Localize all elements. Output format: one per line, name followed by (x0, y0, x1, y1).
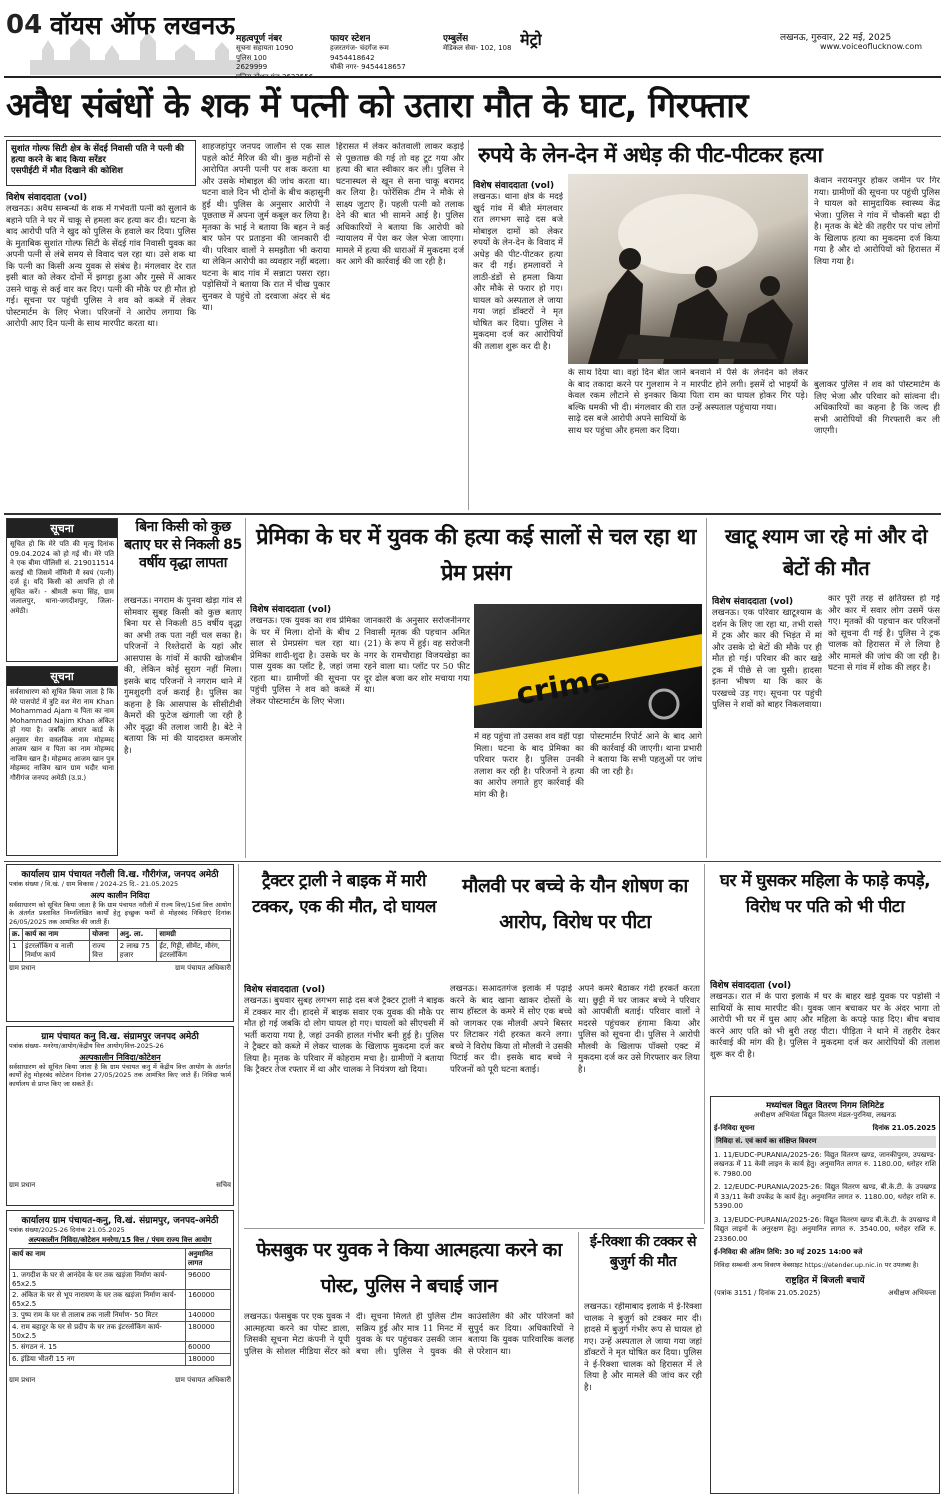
story5-body-1: लखनऊ। एक परिवार खाटूश्याम के दर्शन के लिए जा रहा था, तभी रास्ते में ट्रक और कार की भिड़ंत में मां और उसके दो बेटों की मौके पर ही मौत हो गई। परिवार की कार खड़े ट्रक में पीछे से जा घुसी। हादसा इतना भीषण था कि कार के परखच्चे उड़ गए। सूचना पर पहुंची पुलिस ने शवों को बाहर निकलवाया। (712, 608, 822, 710)
gram-notice-body: सर्वसाधारण को सूचित किया जाता है कि ग्राम पंचायत कनु में केंद्रीय वित्त आयोग के अंतर्गत कार्यों हेतु मोहरबंद कोटेशन दिनांक 27/05/2025 तक आमंत्रित किए जाते हैं। निविदा फार्म कार्यालय से प्राप्त किए जा सकते हैं। (9, 1062, 231, 1088)
table-cell: 2 लाख 75 हजार (117, 941, 157, 962)
story6-body-col (244, 996, 444, 1224)
table-cell: 2. अंकित के घर से भूप नारायण के घर तक खड़ंजा निर्माण कार्य- 65x2.5 (10, 1289, 186, 1309)
lead-body-1: लखनऊ। अवैध सम्बन्धों के शक में गर्भवती पत्नी को सुलाने के बहाने पति ने घर में चाकू से हमला कर हत्या कर दी। घटना के बाद आरोपी पति ने खुद को पुलिस के हवाले कर दिया। पुलिस के मुताबिक सुशांत गोल्फ सिटी के सेंदई गांव निवासी युवक का अपनी पत्नी से लंबे समय से विवाद चल रहा था। उसे शक था कि पत्नी का किसी अन्य युवक से संबंध है। मंगलवार देर रात इसी बात को लेकर दोनों में झगड़ा हुआ और गुस्से में आकर उसने चाकू से कई वार कर दिए। पत्नी की मौके पर ही मौत हो गई। सूचना पर पहुंची पुलिस ने शव को कब्जे में लेकर पोस्टमार्टम के लिए भेजा। परिजनों ने आरोप लगाया कि आरोपी आए दिन पत्नी के साथ मारपीट करता था। (6, 204, 196, 329)
story9-body-col (244, 1312, 574, 1494)
gram-notice-table (9, 928, 231, 962)
table-row (10, 1353, 231, 1365)
tender-date: दिनांक 21.05.2025 (872, 1123, 936, 1132)
story8-body-col (710, 992, 940, 1092)
tender-title: ई-निविदा सूचना (714, 1123, 755, 1132)
gram-notice-title: कार्यालय ग्राम पंचायत-कनु, वि.खं. संग्रामपुर, जनपद-अमेठी (21, 1216, 219, 1226)
notice-title: सूचना (7, 667, 117, 686)
tender-sign-row (714, 1289, 936, 1299)
notice-box-2 (6, 666, 118, 856)
tender-slogan: राष्ट्रहित में बिजली बचायें (785, 1276, 865, 1286)
gram-notice-title: कार्यालय ग्राम पंचायत नरौली वि.ख. गौरीगंज, जनपद अमेठी (21, 870, 219, 880)
story2-photo (568, 174, 808, 364)
story9-body: लखनऊ। फेसबुक पर एक युवक ने आत्महत्या करने का पोस्ट डाला, जिसकी सूचना मेटा कंपनी ने यूपी पुलिस के सोशल मीडिया सेंटर को दी। सूचना मिलते ही पुलिस टीम सक्रिय हुई और मात्र 11 मिनट में युवक के घर पहुंचकर उसकी जान बचा ली। पुलिस ने युवक की काउंसलिंग की और परिजनों को सुपुर्द कर दिया। अधिकारियों ने बताया कि युवक पारिवारिक कलह से परेशान था। (244, 1312, 574, 1357)
fire-list (330, 44, 440, 73)
rule (245, 518, 246, 858)
story2-body-col-2 (568, 368, 686, 510)
tender-item: 3. 13/EUDC-PURANIA/2025-26: विद्युत वितरण खण्ड बी.के.टी. के उपखण्ड में विद्युत लाइनों के अनुरक्षण हेतु। अनुमानित लागत रु. 3540.00, धरोहर राशि रु. 23360.00 (714, 1215, 936, 1243)
story10-body: लखनऊ। रहीमाबाद इलाके में ई-रिक्शा चालक ने बुजुर्ग को टक्कर मार दी। हादसे में बुजुर्ग गंभीर रूप से घायल हो गए। उन्हें अस्पताल ले जाया गया जहां डॉक्टरों ने मृत घोषित कर दिया। पुलिस ने ई-रिक्शा चालक को हिरासत में ले लिया है और मामले की जांच कर रही है। (584, 1302, 702, 1393)
table-cell: इंटरलॉकिंग व नाली निर्माण कार्य (23, 941, 90, 962)
tender-item: 1. 11/EUDC-PURANIA/2025-26: विद्युत वितरण खण्ड, जानकीपुरम, उपखण्ड-लखनऊ में 11 केवी लाइन के कार्य हेतु। अनुमानित लागत रु. 1180.00, धरोहर राशि रु. 7980.00 (714, 1150, 936, 1178)
story3-headline: बिना किसी को कुछ बताए घर से निकली 85 वर्षीय वृद्धा लापता (124, 519, 242, 571)
gram-notice-1 (6, 864, 234, 1022)
rule (468, 140, 469, 510)
table-cell: ईंट, गिट्टी, सीमेंट, मौरंग, इंटरलॉकिंग (157, 941, 231, 962)
story4-body-col-3 (474, 732, 584, 858)
table-cell: 180000 (185, 1353, 230, 1365)
table-cell: राज्य वित्त (90, 941, 117, 962)
gram-notice-body: सर्वसाधारण को सूचित किया जाता है कि ग्राम पंचायत नरौली में राज्य वित्त/15वां वित्त आयोग के अंतर्गत प्रस्तावित निम्नलिखित कार्यों हेतु इच्छुक फर्मों से मोहरबंद निविदाएं दिनांक 26/05/2025 तक आमंत्रित की जाती हैं। (9, 900, 231, 926)
story7-body-2: अपने कमरे बैठाकर गंदी हरकतें करता था। छुट्टी में घर जाकर बच्चे ने परिवार को आपबीती बताई। परिवार वालों ने मदरसे पहुंचकर हंगामा किया और पुलिस को सूचना दी। पुलिस ने आरोपी मौलवी के खिलाफ पॉक्सो एक्ट में मुकदमा दर्ज कर उसे गिरफ्तार कर लिया है। (578, 984, 700, 1075)
sign-left: ग्राम प्रधान (9, 964, 36, 972)
story4-headline: प्रेमिका के घर में युवक की हत्या कई सालों से चल रहा था प्रेम प्रसंग (256, 525, 696, 586)
sign-right: सचिव (216, 1180, 231, 1189)
story2-body-col-5 (814, 380, 940, 510)
story2-headline: रुपये के लेन-देन में अधेड़ की पीट-पीटकर हत्या (478, 143, 823, 167)
table-cell: 4. राम बहादुर के घर से प्रदीप के घर तक इंटरलॉकिंग कार्य- 50x2.5 (10, 1321, 186, 1341)
story9-headline: फेसबुक पर युवक ने किया आत्महत्या करने का पोस्ट, पुलिस ने बचाई जान (256, 1239, 562, 1297)
rule (4, 136, 941, 137)
sign-right: ग्राम पंचायत अधिकारी (174, 1375, 231, 1384)
table-header: अनु. ला. (117, 929, 157, 941)
story10-body-col (584, 1302, 702, 1494)
tender-notice (710, 1096, 940, 1494)
story7-body-1: लखनऊ। सआदतगंज इलाके में पढ़ाई करने के बाद खाना खाकर दोस्तों के साथ हॉस्टल के कमरे में सोए एक बच्चे को जागकर एक मौलवी अपने बिस्तर पर लिटाकर गंदी हरकत करने लगा। बच्चे ने विरोध किया तो मौलवी ने उसकी पिटाई कर दी। इसके बाद बच्चे ने परिजनों को पूरी घटना बताई। (450, 984, 572, 1075)
table-row (10, 1321, 231, 1341)
notice-body: सर्वसाधारण को सूचित किया जाता है कि मेरे पासपोर्ट में त्रुटि वश मेरा नाम Khan Mohammad Ajam व पिता का नाम Mohammad Najim Khan अंकित हो गया है। जबकि आधार कार्ड के अनुसार मेरा वास्तविक नाम मोहम्मद आजम खान व पिता का नाम मोहम्मद नाजिम खान है। मोहम्मद आजम खान पुत्र मोहम्मद नाजिम खान ग्राम भदौर थाना गौरीगंज जनपद अमेठी (उ.प्र.) (10, 688, 114, 782)
helpline-list (236, 44, 326, 78)
story8-byline: विशेष संवाददाता (vol) (710, 981, 792, 991)
gram-notice-ref: पत्रांक संख्या/2025-26 दिनांक 21.05.2025 (9, 1226, 125, 1234)
tender-office: अधीक्षण अभियंता विद्युत वितरण मंडल-पुरनिया, लखनऊ (753, 1111, 897, 1119)
story2-body-5: बुलाकर पुलिस ने शव को पोस्टमार्टम के लिए भेजा और परिवार को सांत्वना दी। अधिकारियों का कहना है कि जल्द ही सभी आरोपियों की गिरफ्तारी कर ली जाएगी। (814, 380, 940, 436)
story2-body-3: बनवाने में पैसे के लेनदेन को लेकर मारपीट होने लगी। इसमें दो भाइयों के पिता राम का घायल होकर गिर पड़े। उन्हें अस्पताल पहुंचाया गया। (690, 368, 808, 413)
gram-notice-title: ग्राम पंचायत कनु वि.ख. संग्रामपुर जनपद अमेठी (41, 1032, 199, 1042)
lead-body-col-1 (6, 204, 196, 509)
gram-notice-signs (9, 964, 231, 974)
table-cell: 96000 (185, 1269, 230, 1289)
rule (578, 1232, 579, 1494)
gram-notice-3 (6, 1210, 234, 1494)
lead-summary-1: सुशांत गोल्फ सिटी क्षेत्र के सेंदई निवासी पति ने पत्नी की हत्या करने के बाद किया सरेंडर (11, 144, 185, 165)
story7-body-col-1 (450, 984, 572, 1224)
gram-notice-signs (9, 1181, 231, 1191)
tender-signatory: अधीक्षण अभियन्ता (888, 1289, 936, 1297)
helpline-row: पुलिस 100 (236, 53, 267, 62)
tender-footer: निविदा सम्बन्धी अन्य विवरण वेबसाइट https://etender.up.nic.in पर उपलब्ध है। (714, 1260, 919, 1269)
notice-title: सूचना (7, 519, 117, 538)
story2-body-1: लखनऊ। थाना क्षेत्र के मदई खुर्द गांव में बीते मंगलवार रात लगभग साढ़े दस बजे मोबाइल दामों को लेकर रुपयों के लेन-देन के विवाद में अधेड़ की पीट-पीटकर हत्या कर दी गई। हमलावरों ने लाठी-डंडों से हमला किया और मौके से फरार हो गए। घायल को अस्पताल ले जाया गया जहां डॉक्टरों ने मृत घोषित कर दिया। पुलिस ने मुकदमा दर्ज कर आरोपियों की तलाश शुरू कर दी है। (473, 192, 563, 352)
gram-notice-ref: पत्रांक संख्या / वि.खं. / ग्राम विकास / 2024-25 दि.- 21.05.2025 (9, 880, 179, 888)
table-header: अनुमानित लागत (185, 1248, 230, 1269)
story3-body: लखनऊ। नगराम के पुनवा खेड़ा गांव से सोमवार सुबह किसी को कुछ बताए बिना घर से निकली 85 वर्षीय वृद्धा का अभी तक पता नहीं चल सका है। परिजनों ने रिश्तेदारों के यहां और आसपास के गांवों में काफी खोजबीन की, लेकिन कोई सुराग नहीं मिला। इसके बाद परिजनों ने नगराम थाने में गुमशुदगी दर्ज कराई है। पुलिस का कहना है कि आसपास के सीसीटीवी कैमरों की फुटेज खंगाली जा रही है और वृद्धा की तलाश जारी है। बेटे ने बताया कि मां की याददाश्त कमजोर है। (124, 596, 242, 756)
story3-body-col (124, 596, 242, 856)
story4-body-4: पोस्टमार्टम रिपोर्ट आने के बाद आगे की कार्रवाई की जाएगी। थाना प्रभारी ने बताया कि सभी पहलुओं पर जांच की जा रही है। (590, 732, 702, 777)
story5-headline: खाटू श्याम जा रहे मां और दो बेटों की मौत (724, 524, 928, 580)
lead-summary-box (6, 140, 196, 186)
gram-notice-signs (9, 1376, 231, 1386)
lead-body-col-2 (202, 142, 330, 509)
story2-byline: विशेष संवाददाता (vol) (473, 181, 555, 191)
rule (706, 518, 707, 858)
tender-org: मध्यांचल विद्युत वितरण निगम लिमिटेड (766, 1101, 884, 1111)
story4-body-col-4 (590, 604, 702, 858)
website: www.voiceoflucknow.com (820, 42, 923, 51)
gram-notice-subtitle: अल्पकालीन निविदा/कोटेशन मनरेगा/15 वित्त / पंचम राज्य वित्त आयोग (28, 1235, 212, 1244)
helpline-row: 2629999 (236, 63, 268, 71)
lead-headline: अवैध संबंधों के शक में पत्नी को उतारा मौत के घाट, गिरफ्तार (6, 86, 749, 126)
lead-summary-2: एसपीईटी में मौत दिखाने की कोशिश (11, 166, 123, 176)
sign-left: ग्राम प्रधान (9, 1375, 36, 1384)
dateline: लखनऊ, गुरुवार, 22 मई, 2025 (780, 33, 892, 43)
section-label: मेट्रो (520, 30, 542, 49)
gram-notice-subtitle: अल्पकालीन निविदा/कोटेशन (79, 1052, 161, 1062)
lead-body-2: शाहजहांपुर जनपद जालौन से एक साल पहले कोर्ट मैरिज की थी। कुछ महीनों से आरोपित अपनी पत्नी पर शक करता था और उसके मोबाइल की जांच करता था। घटना वाले दिन भी दोनों के बीच कहासुनी हुई थी। पुलिस के अनुसार आरोपी ने पूछताछ में अपना जुर्म कबूल कर लिया है। मृतका के भाई ने बताया कि बहन ने कई बार फोन पर प्रताड़ना की जानकारी दी थी। परिवार वालों ने समझौता भी कराया था लेकिन आरोपी का व्यवहार नहीं बदला। घटना के बाद गांव में सन्नाटा पसरा रहा। पड़ोसियों ने बताया कि रात में चीख पुकार सुनकर वे पहुंचे तो दरवाजा अंदर से बंद था। (202, 142, 330, 313)
story2-body-4: केवान नरायनपुर होकर जमीन पर गिर गया। ग्रामीणों की सूचना पर पहुंची पुलिस ने घायल को सामुदायिक स्वास्थ्य केंद्र भेजा। पुलिस ने गांव में चौकसी बढ़ा दी है। मृतक के बेटे की तहरीर पर पांच लोगों के खिलाफ हत्या का मुकदमा दर्ज किया गया है और दो आरोपियों को हिरासत में लिया गया है। (814, 176, 940, 267)
table-row (10, 1289, 231, 1309)
table-row (10, 1269, 231, 1289)
story4-body-3: में वह पहुंचा तो उसका शव वहीं पड़ा मिला। घटना के बाद प्रेमिका का परिवार फरार है। पुलिस उनकी तलाश कर रही है। परिजनों ने हत्या का आरोप लगाते हुए कार्रवाई की मांग की है। (474, 732, 584, 800)
fire-row: चौकी नगर- 9454418657 (330, 63, 406, 71)
story6-byline: विशेष संवाददाता (vol) (244, 985, 326, 995)
tender-item: 2. 12/EUDC-PURANIA/2025-26: विद्युत वितरण खण्ड, बी.के.टी. के उपखण्ड में 33/11 केवी उपकेंद्र के कार्य हेतु। अनुमानित लागत रु. 1180.00, धरोहर राशि रु. 5390.00 (714, 1183, 936, 1210)
table-cell: 60000 (185, 1341, 230, 1353)
lead-byline: विशेष संवाददाता (vol) (6, 193, 88, 203)
gram-notice-table (9, 1248, 231, 1366)
assault-silhouette-icon (568, 174, 808, 364)
story4-body-1: लखनऊ। एक युवक का शव प्रेमिका के घर में मिला। दोनों के बीच 2 साल से प्रेमप्रसंग चल रहा था। प्रेमिका शादी-शुदा है। उसके घर के पास युवक का प्लॉट है, जहां जमा रहता था। ग्रामीणों की सूचना पर पहुंची पुलिस ने शव को कब्जे में लेकर पोस्टमार्टम के लिए भेजा। (250, 616, 360, 707)
gram-notice-ref: पत्रांक संख्या- मनरेगा/आयोग/केंद्रीय वित्त आयोग/वित्त-2025-26 (9, 1042, 164, 1050)
gram-notice-subtitle: अल्प कालीन निविदा (90, 890, 150, 900)
masthead-rule (4, 76, 941, 78)
story10-headline: ई-रिक्शा की टक्कर से बुजुर्ग की मौत (590, 1234, 696, 1270)
story6-body: लखनऊ। बुधवार सुबह लगभग साढ़े दस बजे ट्रैक्टर ट्राली ने बाइक में टक्कर मार दी। हादसे में बाइक सवार एक युवक की मौके पर मौत हो गई जबकि दो लोग घायल हो गए। घायलों को सीएचसी में भर्ती कराया गया है, जहां उनकी हालत गंभीर बनी हुई है। पुलिस ने ट्रैक्टर को कब्जे में लेकर चालक के खिलाफ मुकदमा दर्ज कर लिया है। मृतक के परिवार में कोहराम मचा है। ग्रामीणों ने बताया कि ट्रैक्टर तेज रफ्तार में था और चालक ने नियंत्रण खो दिया। (244, 996, 444, 1075)
table-header: कार्य का नाम (23, 929, 90, 941)
sign-right: ग्राम पंचायत अधिकारी (174, 964, 231, 972)
tender-deadline: ई-निविदा की अंतिम तिथि: 30 मई 2025 14:00 बजे (714, 1248, 863, 1256)
notice-box-1 (6, 518, 118, 662)
story2-body-col-1 (473, 192, 563, 510)
story2-body-2: के साथ दिया था। वहां दिन बीत जाने के बाद तकादा करने पर गुलशाम ने न केवल रकम लौटाने से इनकार किया बल्कि धमकी भी दी। मंगलवार की रात साढ़े दस बजे आरोपी अपने साथियों के साथ घर पहुंचा और हमला कर दिया। (568, 368, 686, 436)
notice-body: सूचित हो कि मेरे पति की मृत्यु दिनांक 09.04.2024 को हो गई थी। मेरे पति ने एक बीमा पॉलिसी सं. 219011514 कराई थी जिसमें नॉमिनी मैं स्वयं (पत्नी) दर्ज हूं। यदि किसी को आपत्ति हो तो सूचित करें। - श्रीमती रूपा सिंह, ग्राम जलालपुर, थाना-जगदीशपुर, जिला-अमेठी। (10, 540, 114, 615)
gram-notice-2 (6, 1026, 234, 1206)
story4-body-col-1 (250, 616, 360, 858)
table-header: सामग्री (157, 929, 231, 941)
story5-body-2: कार पूरी तरह से क्षतिग्रस्त हो गई और कार में सवार लोग उसमें फंस गए। मृतकों की पहचान कर परिजनों को सूचना दी गई है। पुलिस ने ट्रक चालक को हिरासत में ले लिया है और मामले की जांच की जा रही है। घटना से गांव में शोक की लहर है। (828, 594, 940, 673)
ambulance-title: एम्बुलेंस (443, 34, 469, 44)
table-row (10, 941, 231, 962)
table-cell: 3. पुष्प राम के घर से तालाब तक नाली निर्माण- 50 मिटर (10, 1309, 186, 1321)
table-cell: 140000 (185, 1309, 230, 1321)
story8-headline: घर में घुसकर महिला के फाड़े कपड़े, विरोध पर पति को भी पीटा (719, 871, 931, 917)
fire-row: हजरतगंज- चंदगेंज रूम (330, 44, 389, 52)
story8-body: लखनऊ। रात में के पारा इलाके में घर के बाहर खड़े युवक पर पड़ोसी ने साथियों के साथ मारपीट की। युवक जान बचाकर घर के अंदर भागा तो आरोपी भी घर में घुस आए और महिला के कपड़े फाड़ दिए। बीच बचाव करने आए पति को भी बुरी तरह पीटा। पीड़िता ने थाने में तहरीर देकर कार्रवाई की मांग की है। पुलिस ने मुकदमा दर्ज कर आरोपियों की तलाश शुरू कर दी है। (710, 992, 940, 1060)
table-cell: 5. संगठन नं. 15 (10, 1341, 186, 1353)
rule (704, 864, 705, 1224)
story2-body-col-3 (690, 368, 808, 510)
table-cell: 180000 (185, 1321, 230, 1341)
sign-left: ग्राम प्रधान (9, 1180, 36, 1189)
story2-body-col-4 (814, 176, 940, 376)
story5-byline: विशेष संवाददाता (vol) (712, 597, 794, 607)
story4-body-col-2 (364, 616, 470, 858)
table-header: योजना (90, 929, 117, 941)
story5-body-col-2 (828, 594, 940, 858)
tender-ref: निविदा सं. एवं कार्य का संक्षिप्त विवरण (714, 1136, 936, 1148)
table-row (10, 1309, 231, 1321)
table-cell: 1. जगदीश के घर से आनंदेव के घर तक खड़ंजा निर्माण कार्य- 65x2.5 (10, 1269, 186, 1289)
rule (244, 1228, 704, 1229)
paper-name: वॉयस ऑफ लखनऊ (50, 11, 235, 40)
story7-body-col-2 (578, 984, 700, 1224)
page-number: 04 (6, 10, 43, 40)
table-cell: 6. इंडिया भीतरी 15 नग (10, 1353, 186, 1365)
lead-body-3: हिरासत में लेकर कोतवाली लाकर कड़ाई से पूछताछ की गई तो वह टूट गया और हत्या की बात स्वीकार कर ली। पुलिस ने घटनास्थल से खून से सना चाकू बरामद कर लिया है। फोरेंसिक टीम ने मौके से साक्ष्य जुटाए हैं। पहली पत्नी को तलाक देने की बात भी सामने आई है। पुलिस अधिकारियों ने बताया कि आरोपी को न्यायालय में पेश कर जेल भेजा जाएगा। मामले में हत्या की धाराओं में मुकदमा दर्ज कर आगे की कार्रवाई की जा रही है। (336, 142, 464, 267)
rule (238, 864, 239, 1494)
tender-ref-no: (पत्रांक 3151 / दिनांक 21.05.2025) (714, 1289, 821, 1297)
svg-text:crime: crime (513, 661, 613, 713)
helpline-row: सूचना सहायता 1090 (236, 44, 294, 52)
story6-headline: ट्रैक्टर ट्राली ने बाइक में मारी टक्कर, एक की मौत, दो घायल (252, 871, 436, 917)
ambulance-row: मेडिकल सेवा- 102, 108 (443, 44, 512, 52)
story4-byline: विशेष संवाददाता (vol) (250, 605, 332, 615)
fire-title: फायर स्टेशन (330, 34, 371, 44)
table-row (10, 1341, 231, 1353)
table-header: कार्य का नाम (10, 1248, 186, 1269)
table-cell: 160000 (185, 1289, 230, 1309)
story5-body-col-1 (712, 608, 822, 858)
story7-headline: मौलवी पर बच्चे के यौन शोषण का आरोप, विरोध पर पीटा (462, 875, 688, 933)
masthead (0, 0, 945, 78)
rule (4, 513, 941, 515)
fire-row: 9454418642 (330, 53, 375, 62)
rule (4, 861, 941, 862)
story4-body-2: जानकारी के अनुसार सरोजनीनगर निवासी मृतक की पहचान अमित (21) के रूप में हुई। वह सरोजनी नगर के रामचौराहा विजयखेड़ा का रहने वाला था। प्लॉट पर 50 फीट दूर ढोल बजा कर शोर मचाया गया था। (364, 616, 470, 695)
lead-body-col-3 (336, 142, 464, 509)
table-header: क्र. (10, 929, 23, 941)
tender-title-row (714, 1124, 936, 1134)
helpline-title: महत्वपूर्ण नंबर (236, 34, 283, 44)
table-cell: 1 (10, 941, 23, 962)
